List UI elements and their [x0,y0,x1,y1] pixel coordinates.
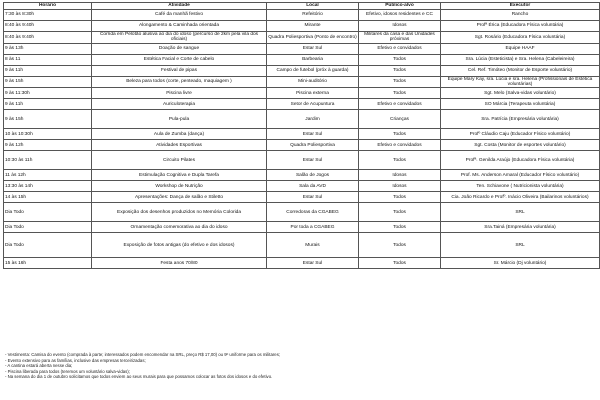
table-row [4,65,600,76]
note-line: - Na semana do dia 1 de outubro solicitamos que todos enviem ao seus murais para que possamos colocar as fotos dos idosos e do efetivo. [5,374,273,380]
table-row [4,32,600,44]
header-executor: Executor [441,3,600,10]
cell-publico: Militares da casa e das Unidades próximas [359,32,441,44]
cell-horario: 13:30 às 14h [4,181,92,192]
cell-publico: Idosos [359,21,441,32]
cell-publico: Todos [359,233,441,258]
cell-executor: Sgt. Melo (Salva-vidas voluntário) [441,88,600,99]
cell-executor: Rancho [441,10,600,21]
cell-executor: SO Márcia (Terapeuta voluntária) [441,99,600,110]
cell-horario: 8 às 11 [4,54,92,65]
cell-executor: Prof. Ms. Anderson Amaral (Educador Físico voluntário) [441,170,600,181]
cell-horario: 9 às 11h [4,65,92,76]
header-row [4,3,600,10]
table-row [4,76,600,88]
cell-publico: Todos [359,54,441,65]
cell-local: Estar Sul [267,129,359,140]
cell-atividade: Alongamento & Caminhada orientada [92,21,267,32]
cell-local: Sala da AVD [267,181,359,192]
cell-atividade: Estimulação Cognitiva e Dupla Tarefa [92,170,267,181]
cell-horario: 8:40 às 9:40h [4,32,92,44]
cell-horario: 9 às 13h [4,43,92,54]
cell-horario: 11 às 12h [4,170,92,181]
cell-atividade: Atividades Esportivas [92,140,267,151]
cell-local: Salão de Jogos [267,170,359,181]
cell-local: Estar Sul [267,43,359,54]
cell-executor: SRL [441,203,600,222]
cell-atividade: Corrida em Pelotão alusiva ao dia do idoso (percurso de 2km pela vila dos oficiais) [92,32,267,44]
cell-publico: Todos [359,129,441,140]
cell-publico: Idosos [359,181,441,192]
cell-atividade: Workshop de Nutrição [92,181,267,192]
cell-local: Setor de Acupuntura [267,99,359,110]
cell-executor: Sra. Patrícia (Empresária voluntária) [441,110,600,129]
cell-local: Murais [267,233,359,258]
cell-publico: Efetivo, idosos residentes e CC [359,10,441,21]
cell-atividade: Exposição dos desenhos produzidos no Memória Colorida [92,203,267,222]
cell-horario: 9 às 11:30h [4,88,92,99]
cell-atividade: Piscina livre [92,88,267,99]
cell-local: Estar Sul [267,192,359,203]
header-horario: Horário [4,3,92,10]
header-publico: Público-alvo [359,3,441,10]
cell-publico: Todos [359,222,441,233]
cell-executor: Profª Érica (Educadora Física voluntária) [441,21,600,32]
cell-atividade: Festa anos 70/80 [92,258,267,269]
cell-executor: Sra.Tainá (Empresária voluntária) [441,222,600,233]
table-row [4,110,600,129]
table-row [4,192,600,203]
cell-publico: Idosos [359,170,441,181]
cell-local: Por toda a CGABEG [267,222,359,233]
cell-publico: Efetivo e convidados [359,43,441,54]
cell-publico: Todos [359,151,441,170]
cell-local: Refeitório [267,10,359,21]
cell-publico: Todos [359,258,441,269]
schedule-table [3,2,600,269]
table-row [4,43,600,54]
cell-horario: Dia Todo [4,222,92,233]
table-row [4,203,600,222]
note-line: - Evento extensivo para as famílias, inclusive das empresas terceirizadas; [5,357,146,363]
cell-executor: Equipe HAAF [441,43,600,54]
cell-horario: Dia Todo [4,233,92,258]
table-row [4,129,600,140]
table-row [4,258,600,269]
cell-atividade: Aula de Zumba (dança) [92,129,267,140]
cell-local: Piscina externa [267,88,359,99]
cell-horario: 9 às 11h [4,99,92,110]
cell-local: Quadra Poliesportiva [267,140,359,151]
cell-local: Barbearia [267,54,359,65]
cell-publico: Efetivo e convidados [359,99,441,110]
cell-local: Campo de futebol (próx à guarda) [267,65,359,76]
cell-horario: 7:30 às 8:30h [4,10,92,21]
cell-publico: Todos [359,65,441,76]
cell-publico: Todos [359,88,441,99]
cell-atividade: Exposição de fotos antigas (do efetivo e dos idosos) [92,233,267,258]
cell-executor: Profª. Genilda Araújo (Educadora Física voluntária) [441,151,600,170]
cell-executor: Equipe Mary Kay, sra. Lúcia e sra. Helena (Profissionais de Estética voluntárias) [441,76,600,88]
table-row [4,222,600,233]
cell-publico: Todos [359,76,441,88]
table-row [4,10,600,21]
cell-atividade: Circuito Pilates [92,151,267,170]
cell-executor: Cel. Ref. Timóteo (Monitor de Esporte voluntário) [441,65,600,76]
cell-executor: Sgt. Rosário (Educadora Física voluntária) [441,32,600,44]
cell-horario: 10:30 às 11h [4,151,92,170]
table-row [4,170,600,181]
cell-executor: Profº Cláudio Caju (Educador Físico voluntário) [441,129,600,140]
cell-local: Estar Sul [267,151,359,170]
cell-atividade: Festival de pipas [92,65,267,76]
cell-atividade: Beleza para todos (corte, penteado, maquiagem ) [92,76,267,88]
cell-horario: 14 às 15h [4,192,92,203]
cell-local: Quadra Poliesportiva (Ponto de encontro) [267,32,359,44]
cell-atividade: Doação de sangue [92,43,267,54]
table-row [4,140,600,151]
cell-executor: Ten. Schiavone ( Nutricionista voluntária) [441,181,600,192]
table-row [4,99,600,110]
header-atividade: Atividade [92,3,267,10]
cell-executor: Sgt. Costa (Monitor de esportes voluntário) [441,140,600,151]
cell-atividade: Estética Facial e Corte de cabelo [92,54,267,65]
cell-horario: 15 às 16h [4,258,92,269]
table-row [4,21,600,32]
table-row [4,151,600,170]
cell-horario: 8:40 às 9:40h [4,21,92,32]
cell-horario: 9 às 15h [4,110,92,129]
cell-horario: Dia Todo [4,203,92,222]
cell-local: Corredoras da CGABEG [267,203,359,222]
cell-executor: Sra. Lúcia (Esteticista) e Sra. Helena (Cabeleireira) [441,54,600,65]
cell-horario: 9 às 12h [4,140,92,151]
cell-local: Mini-auditório [267,76,359,88]
notes [5,352,595,380]
cell-atividade: Auriculoterapia [92,99,267,110]
cell-executor: Cia. João Ricardo e Profº. Inácio Oliveira (Bailarinos voluntários) [441,192,600,203]
cell-atividade: Ornamentação comemorativa ao dia do idoso [92,222,267,233]
table-row [4,233,600,258]
cell-executor: SRL [441,233,600,258]
cell-publico: Crianças [359,110,441,129]
cell-local: Estar Sul [267,258,359,269]
cell-local: Mirante [267,21,359,32]
note-line: - Piscina liberada para todos (teremos um voluntário salva-vidas); [5,368,130,374]
cell-atividade: Pula-pula [92,110,267,129]
cell-executor: Sr. Márcio (Dj voluntário) [441,258,600,269]
note-line: - Vestimenta: Camisa do evento (comprada à parte; interessados podem encomendar na SRL, preço R$ 17,00) ou 9º uniforme para os militares; [5,352,281,357]
table-row [4,181,600,192]
table-row [4,54,600,65]
cell-publico: Todos [359,203,441,222]
cell-publico: Todos [359,192,441,203]
cell-local: Jardim [267,110,359,129]
cell-atividade: Apresentações: Dança de salão e Stiletto [92,192,267,203]
header-local: Local [267,3,359,10]
cell-publico: Efetivo e convidados [359,140,441,151]
cell-atividade: Café da manhã festivo [92,10,267,21]
cell-horario: 10 às 10:30h [4,129,92,140]
cell-horario: 9 às 15h [4,76,92,88]
table-row [4,88,600,99]
note-line: - A cantina estará aberta nesse dia; [5,363,73,369]
